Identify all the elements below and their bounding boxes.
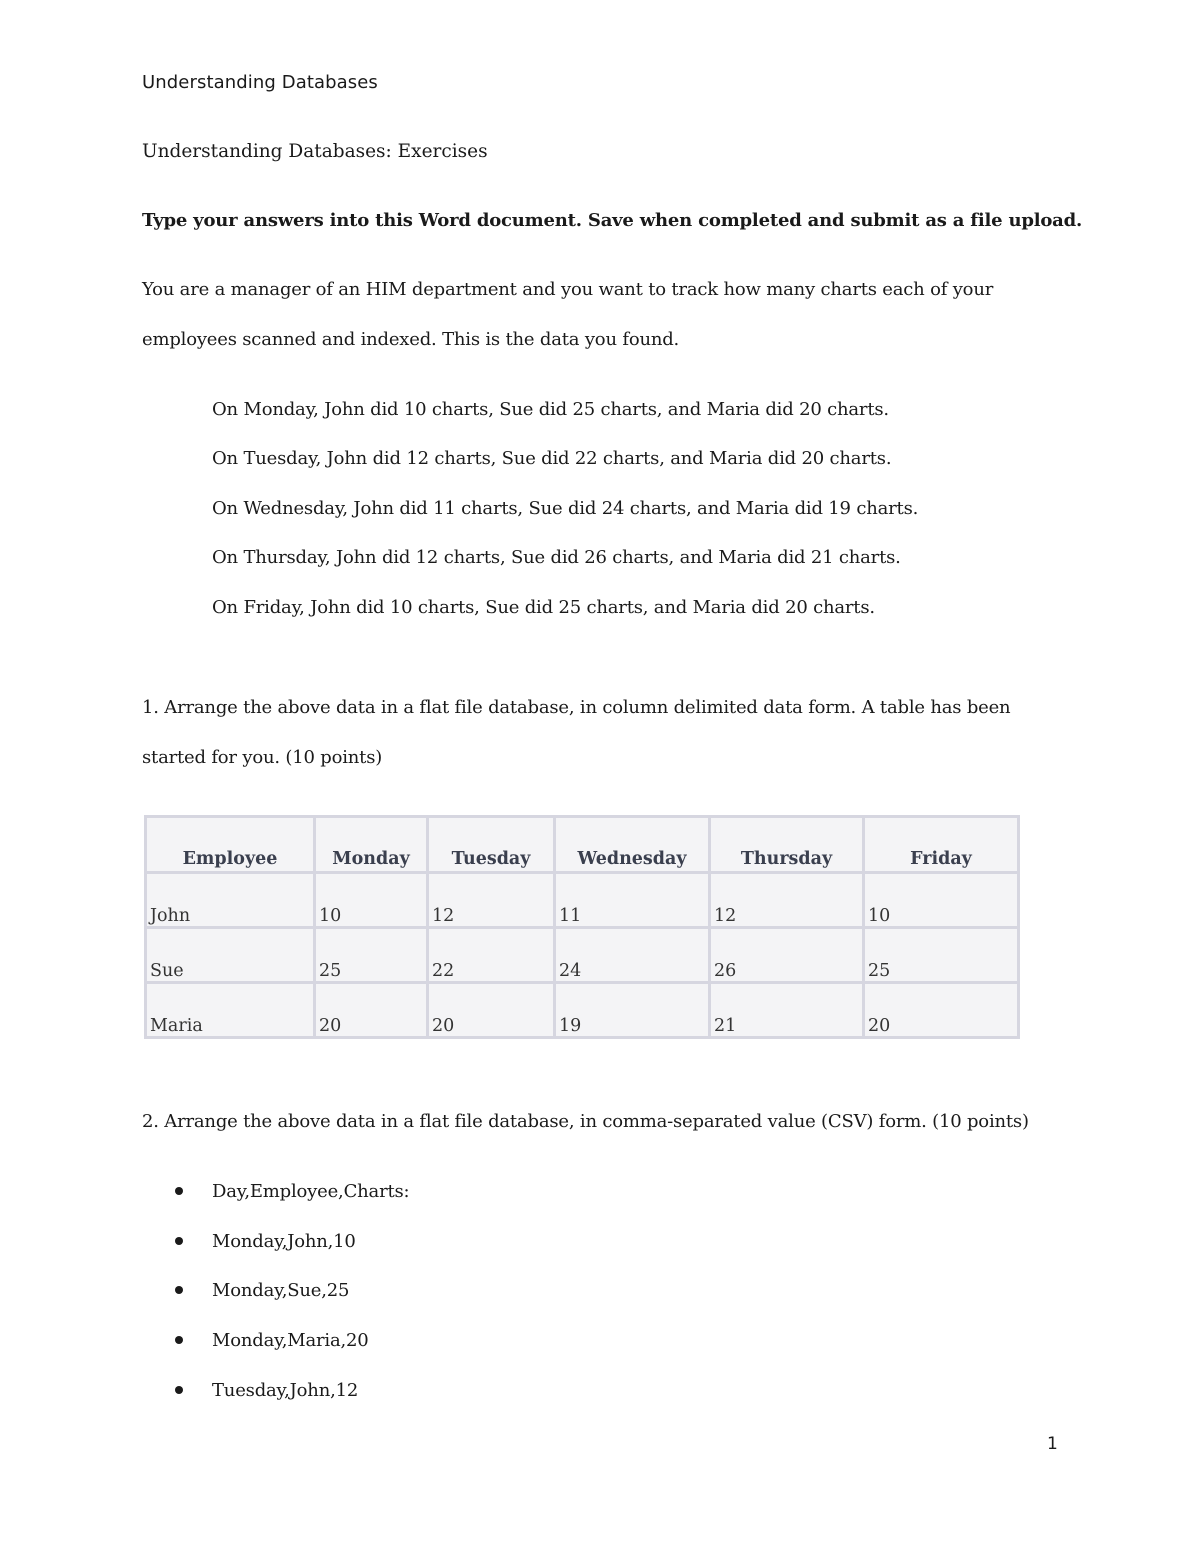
list-item[interactable]: [170, 1167, 409, 1217]
bullet-icon: [175, 1237, 183, 1245]
table-cell[interactable]: 12: [428, 873, 555, 928]
table-row: [146, 873, 1019, 928]
csv-answer-list: [170, 1167, 409, 1416]
table-cell[interactable]: 24: [555, 928, 710, 983]
table-cell[interactable]: 25: [864, 928, 1019, 983]
header-employee: Employee: [146, 817, 315, 873]
document-title: Understanding Databases: Exercises: [142, 141, 488, 162]
table-cell[interactable]: 25: [315, 928, 428, 983]
day-line-wednesday: On Wednesday, John did 11 charts, Sue did 24 charts, and Maria did 19 charts.: [212, 497, 919, 519]
table-row: [146, 983, 1019, 1038]
header-thursday: Thursday: [710, 817, 864, 873]
list-item[interactable]: [170, 1266, 409, 1316]
csv-line: Day,Employee,Charts:: [212, 1181, 410, 1202]
question-1: 1. Arrange the above data in a flat file database, in column delimited data form. A table has been started for you. (10 points): [142, 697, 1011, 768]
bullet-icon: [175, 1336, 183, 1344]
table-header-row: [146, 817, 1019, 873]
bullet-icon: [175, 1187, 183, 1195]
table-cell[interactable]: 20: [864, 983, 1019, 1038]
table-cell[interactable]: Sue: [146, 928, 315, 983]
charts-table: [144, 815, 1020, 1039]
header-friday: Friday: [864, 817, 1019, 873]
bullet-icon: [175, 1286, 183, 1294]
csv-line: Monday,John,10: [212, 1230, 356, 1252]
table-cell[interactable]: 26: [710, 928, 864, 983]
table-cell[interactable]: 11: [555, 873, 710, 928]
day-line-friday: On Friday, John did 10 charts, Sue did 25 charts, and Maria did 20 charts.: [212, 596, 875, 618]
instructions: Type your answers into this Word document. Save when completed and submit as a file upload.: [142, 210, 1083, 231]
daily-data-list: [212, 385, 918, 632]
day-line-thursday: On Thursday, John did 12 charts, Sue did 26 charts, and Maria did 21 charts.: [212, 547, 901, 569]
list-item[interactable]: [170, 1366, 409, 1416]
table-cell[interactable]: 20: [428, 983, 555, 1038]
question-2: 2. Arrange the above data in a flat file database, in comma-separated value (CSV) form. (10 points): [142, 1111, 1029, 1132]
csv-line: Tuesday,John,12: [212, 1379, 359, 1401]
table-cell[interactable]: 19: [555, 983, 710, 1038]
header-tuesday: Tuesday: [428, 817, 555, 873]
table-cell[interactable]: 20: [315, 983, 428, 1038]
list-item[interactable]: [170, 1316, 409, 1366]
day-line-tuesday: On Tuesday, John did 12 charts, Sue did 22 charts, and Maria did 20 charts.: [212, 448, 892, 470]
csv-line: Monday,Maria,20: [212, 1330, 369, 1352]
table-cell[interactable]: 22: [428, 928, 555, 983]
list-item[interactable]: [170, 1217, 409, 1267]
table-cell[interactable]: John: [146, 873, 315, 928]
table-cell[interactable]: 12: [710, 873, 864, 928]
day-line-monday: On Monday, John did 10 charts, Sue did 25 charts, and Maria did 20 charts.: [212, 399, 889, 420]
table-cell[interactable]: 21: [710, 983, 864, 1038]
table-cell[interactable]: 10: [864, 873, 1019, 928]
table-row: [146, 928, 1019, 983]
running-header: Understanding Databases: [142, 72, 378, 93]
page-number: 1: [1047, 1434, 1058, 1454]
header-wednesday: Wednesday: [555, 817, 710, 873]
header-monday: Monday: [315, 817, 428, 873]
intro-paragraph: You are a manager of an HIM department and you want to track how many charts each of your employees scanned and indexed. This is the data you found.: [142, 279, 994, 350]
bullet-icon: [175, 1386, 183, 1394]
table-cell[interactable]: 10: [315, 873, 428, 928]
csv-line: Monday,Sue,25: [212, 1280, 350, 1302]
table-cell[interactable]: Maria: [146, 983, 315, 1038]
